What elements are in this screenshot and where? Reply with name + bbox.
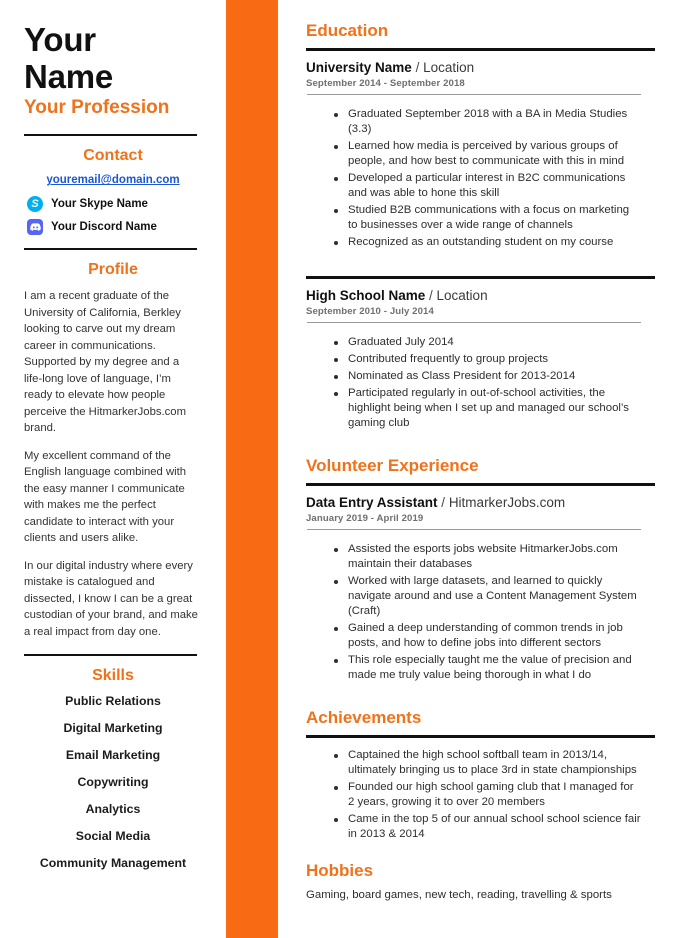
profile-heading: Profile <box>88 261 138 279</box>
skill-item: Email Marketing <box>65 748 161 763</box>
entry-bullet-list <box>306 542 655 683</box>
spacer <box>306 844 655 862</box>
skill-item: Public Relations <box>65 694 161 709</box>
list-item: Founded our high school gaming club that I managed for 2 years, growing it to over 20 members <box>334 780 641 810</box>
entry-dates: September 2014 - September 2018 <box>306 77 465 89</box>
section-rule <box>306 735 655 738</box>
profession-subtitle: Your Profession <box>24 96 170 118</box>
profile-paragraph: In our digital industry where every mistake is catalogued and dissected, I know I can be a great custodian of your brand, and make a real impact from day one. <box>24 559 198 638</box>
list-item: Worked with large datasets, and learned to quickly navigate around and use a Content Management System (Craft) <box>334 574 641 619</box>
list-item: Studied B2B communications with a focus on marketing to businesses over a wide range of channels <box>334 203 641 233</box>
education-entry <box>306 60 655 250</box>
spacer <box>306 685 655 709</box>
entry-separator: / <box>425 287 437 303</box>
list-item: Graduated July 2014 <box>334 335 641 350</box>
list-item: Nominated as Class President for 2013-2014 <box>334 369 641 384</box>
entry-separator: / <box>437 494 449 510</box>
list-item: Came in the top 5 of our annual school school science fair in 2013 & 2014 <box>334 812 641 842</box>
email-link[interactable]: youremail@domain.com <box>46 174 180 187</box>
profile-paragraph: My excellent command of the English language combined with the easy manner I communicate with makes me the perfect candidate to interact with your clients and users alike. <box>24 449 187 545</box>
list-item: Participated regularly in out-of-school activities, the highlight being when I set up and managed our school’s gaming club <box>334 386 641 431</box>
list-item: Gained a deep understanding of common trends in job posts, and how to define jobs into different sectors <box>334 621 641 651</box>
skype-handle: Your Skype Name <box>51 198 148 211</box>
entry-rule <box>307 322 641 323</box>
skype-icon: S <box>27 196 43 212</box>
contact-row-skype[interactable] <box>24 196 208 212</box>
spacer <box>306 433 655 457</box>
hobbies-heading: Hobbies <box>306 861 374 881</box>
entry-org: High School Name <box>306 287 426 303</box>
section-volunteer-experience <box>306 457 655 683</box>
volunteer-heading: Volunteer Experience <box>306 456 479 476</box>
section-hobbies <box>306 862 655 903</box>
section-education <box>306 22 655 431</box>
divider-after-header <box>24 134 197 136</box>
page-title <box>24 22 208 95</box>
list-item: Learned how media is perceived by various groups of people, and how best to communicate with this in mind <box>334 139 641 169</box>
main-content <box>278 0 676 938</box>
section-rule <box>306 483 655 486</box>
entry-org: Data Entry Assistant <box>306 494 438 510</box>
list-item: Captained the high school softball team in 2013/14, ultimately bringing us to place 3rd in state championships <box>334 748 641 778</box>
entry-location: Location <box>423 59 475 75</box>
left-sidebar <box>0 0 226 938</box>
orange-divider-strip <box>226 0 278 938</box>
skill-item: Community Management <box>39 856 187 871</box>
discord-handle: Your Discord Name <box>51 221 157 234</box>
entry-bullet-list <box>306 335 655 431</box>
achievements-bullet-list <box>306 748 655 842</box>
entry-bullet-list <box>306 107 655 250</box>
divider-after-contact <box>24 248 197 250</box>
name-line-2: Name <box>24 58 114 96</box>
entry-location: HitmarkerJobs.com <box>448 494 566 510</box>
skills-heading: Skills <box>92 667 134 685</box>
spacer <box>306 252 655 276</box>
entry-rule <box>307 529 641 530</box>
entry-org: University Name <box>306 59 412 75</box>
section-achievements <box>306 709 655 842</box>
list-item: This role especially taught me the value of precision and made me truly value being thorough in what I do <box>334 653 641 683</box>
section-rule <box>306 276 655 279</box>
list-item: Developed a particular interest in B2C communications and was able to hone this skill <box>334 171 641 201</box>
section-rule <box>306 48 655 51</box>
achievements-heading: Achievements <box>306 708 422 728</box>
volunteer-entry <box>306 495 655 683</box>
profile-paragraph: I am a recent graduate of the University of California, Berkley looking to carve out my dream career in communications. Supported by my degree and a life-long love of language, I’m ready to elevate how people perceive the HitmarkerJobs.com brand. <box>24 290 186 435</box>
education-heading: Education <box>306 21 389 40</box>
education-entry <box>306 288 655 431</box>
entry-dates: January 2019 - April 2019 <box>306 512 424 524</box>
divider-after-profile <box>24 654 197 656</box>
entry-title <box>306 288 655 305</box>
skill-item: Social Media <box>75 829 151 844</box>
list-item: Graduated September 2018 with a BA in Media Studies (3.3) <box>334 107 641 137</box>
hobbies-text: Gaming, board games, new tech, reading, travelling & sports <box>306 888 612 901</box>
entry-location: Location <box>436 287 488 303</box>
entry-separator: / <box>411 59 424 75</box>
skill-item: Copywriting <box>77 775 149 790</box>
contact-heading: Contact <box>83 147 143 165</box>
entry-rule <box>307 94 641 95</box>
entry-dates: September 2010 - July 2014 <box>306 305 434 317</box>
skill-item: Digital Marketing <box>63 721 163 736</box>
contact-row-discord[interactable] <box>24 219 208 235</box>
list-item: Assisted the esports jobs website HitmarkerJobs.com maintain their databases <box>334 542 641 572</box>
list-item: Recognized as an outstanding student on my course <box>334 235 641 250</box>
discord-icon <box>27 219 43 235</box>
skill-item: Analytics <box>85 802 141 817</box>
entry-title <box>306 495 655 512</box>
list-item: Contributed frequently to group projects <box>334 352 641 367</box>
name-line-1: Your <box>24 21 96 58</box>
entry-title <box>306 60 655 77</box>
